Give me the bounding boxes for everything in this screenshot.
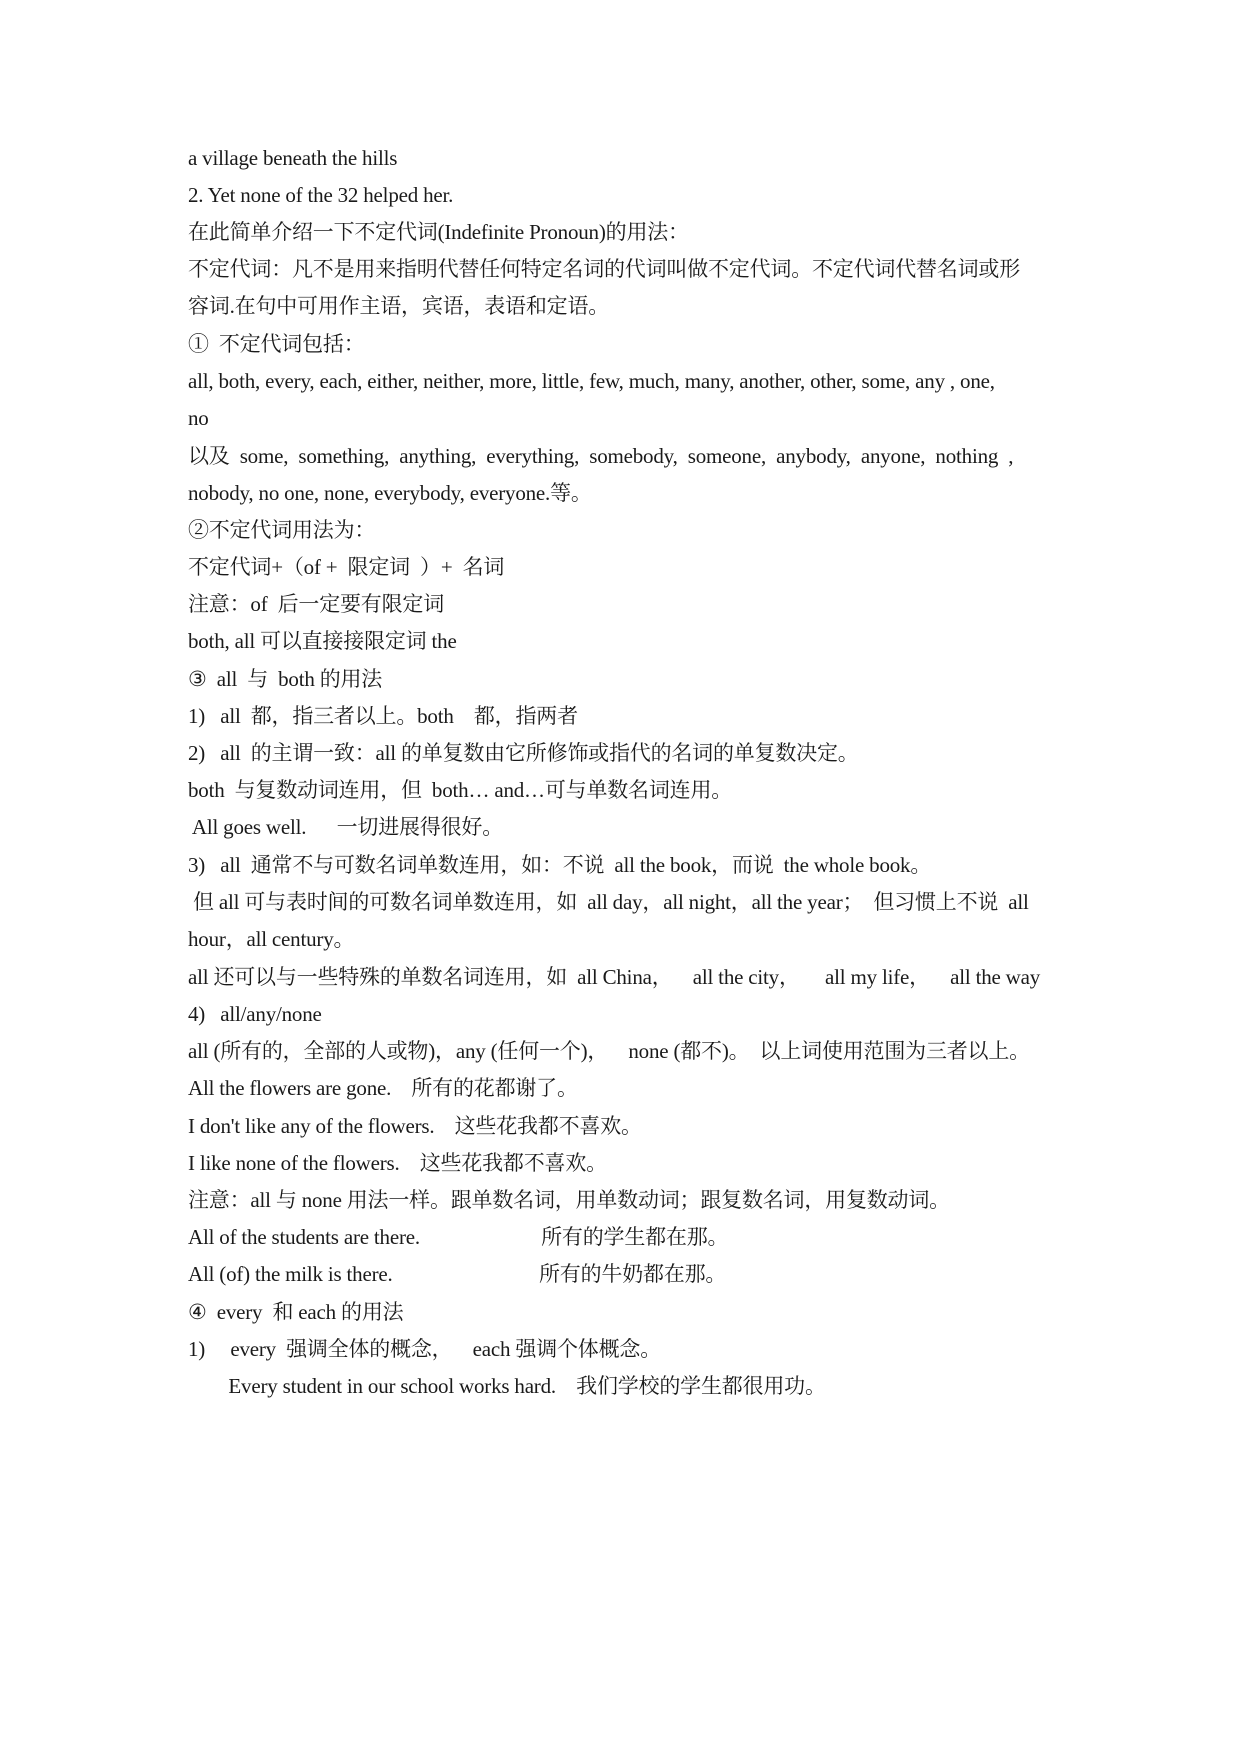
text-line: 1) every 强调全体的概念， each 强调个体概念。	[188, 1337, 661, 1361]
text-line: all (所有的，全部的人或物)，any (任何一个)， none (都不)。 以上词使用范围为三者以上。	[188, 1039, 1030, 1063]
text-line: 1) all 都，指三者以上。both 都，指两者	[188, 704, 578, 728]
text-line: All the flowers are gone. 所有的花都谢了。	[188, 1076, 578, 1100]
text-line: ③ all 与 both 的用法	[188, 667, 383, 691]
text-line: a village beneath the hills	[188, 146, 398, 170]
text-line: 以及 some, something, anything, everything, somebody, someone, anybody, anyone, nothing ,	[188, 444, 1014, 468]
text-line: ②不定代词用法为：	[188, 518, 376, 542]
text-line: 3) all 通常不与可数名词单数连用，如：不说 all the book，而说 the whole book。	[188, 853, 932, 877]
text-line: 在此简单介绍一下不定代词(Indefinite Pronoun)的用法：	[188, 220, 689, 244]
text-line: no	[188, 406, 209, 430]
text-line: hour，all century。	[188, 927, 355, 951]
text-line: I like none of the flowers. 这些花我都不喜欢。	[188, 1151, 607, 1175]
text-line: 2. Yet none of the 32 helped her.	[188, 183, 454, 207]
text-line: nobody, no one, none, everybody, everyone.等。	[188, 481, 592, 505]
text-line: 不定代词+（of + 限定词 ）+ 名词	[188, 555, 505, 579]
text-line: all 还可以与一些特殊的单数名词连用，如 all China， all the city， all my life， all the way	[188, 965, 1041, 989]
text-line: both, all 可以直接接限定词 the	[188, 629, 457, 653]
text-line: All goes well. 一切进展得很好。	[188, 815, 504, 839]
text-line: both 与复数动词连用，但 both… and…可与单数名词连用。	[188, 778, 733, 802]
text-line: 注意：all 与 none 用法一样。跟单数名词，用单数动词；跟复数名词，用复数动词。	[188, 1188, 950, 1212]
text-line: 2) all 的主谓一致：all 的单复数由它所修饰或指代的名词的单复数决定。	[188, 741, 859, 765]
text-line: 但 all 可与表时间的可数名词单数连用，如 all day，all night，all the year； 但习惯上不说 all	[188, 890, 1029, 914]
text-line: I don't like any of the flowers. 这些花我都不喜欢。	[188, 1114, 642, 1138]
text-line: All (of) the milk is there. 所有的牛奶都在那。	[188, 1262, 727, 1286]
text-line: 不定代词：凡不是用来指明代替任何特定名词的代词叫做不定代词。不定代词代替名词或形	[188, 257, 1020, 281]
text-line: ① 不定代词包括：	[188, 332, 365, 356]
text-line: all, both, every, each, either, neither, more, little, few, much, many, another, other, some, any , one,	[188, 369, 995, 393]
text-line: 注意：of 后一定要有限定词	[188, 592, 444, 616]
text-line: ④ every 和 each 的用法	[188, 1300, 404, 1324]
text-line: Every student in our school works hard. 我们学校的学生都很用功。	[188, 1374, 826, 1398]
text-line: 容词.在句中可用作主语，宾语，表语和定语。	[188, 294, 610, 318]
text-line: 4) all/any/none	[188, 1002, 322, 1026]
text-line: All of the students are there. 所有的学生都在那。	[188, 1225, 729, 1249]
